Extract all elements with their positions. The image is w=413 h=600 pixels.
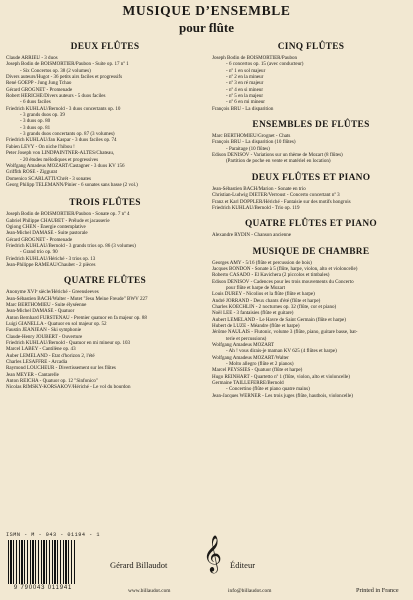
catalog-entry: Wolfgang Amadeus MOZART — [212, 342, 275, 348]
treble-clef-icon: 𝄞 — [203, 534, 222, 572]
catalog-entry: Domenico SCARLATTI/Chrét - 3 sonates — [6, 175, 91, 182]
catalog-entry: Edison DENISOV - Variations sur un thème de Mozart (8 flûtes) — [212, 152, 343, 159]
catalog-entry: Peter Joseph von LINDPAINTNER-ALTÈS/Chateau, — [6, 150, 115, 157]
catalog-entry: Hugo REINHART - Quartetto nº 1 (flûte, violon, alto et violoncelle) — [212, 373, 350, 380]
catalog-entry: - Ah ! vous dirais-je maman KV 625 (4 flûtes et harpe) — [226, 348, 337, 355]
catalog-entry: - nº 5 en la majeur — [226, 93, 264, 100]
catalog-entry: - nº 3 en ré majeur — [226, 80, 264, 87]
publisher-website: www.billaudot.com — [128, 588, 171, 594]
catalog-entry: Alexandre RYDIN - Chanson ancienne — [212, 232, 292, 239]
section-heading: TROIS FLÛTES — [69, 198, 141, 209]
catalog-entry: Jean-Michel DAMASE - Quatuor — [6, 308, 75, 315]
catalog-entry: Friedrich KUHLAU/Hériché - 3 trios op. 13 — [6, 255, 96, 262]
section-heading: QUATRE FLÛTES — [63, 276, 147, 287]
catalog-entry: Hubert de LUZE - Méandre (flûte et harpe) — [212, 322, 300, 329]
catalog-entry: - nº 1 en sol majeur — [226, 67, 266, 74]
catalog-entry: Friedrich KUHLAU/Bernold - 3 grands trios op. 86 (3 volumes) — [6, 242, 136, 249]
catalog-entry: Georg Philipp TELEMANN/Pinier - 6 sonates sans basse (2 vol.) — [6, 181, 138, 188]
catalog-entry: Jean-Sébastien BACH/Marion - Sonate en trio — [212, 185, 306, 192]
catalog-entry: - 3 grands duos op. 39 — [20, 112, 65, 119]
catalog-entry: Marcel PEYSSIES - Quatuor (flûte et harpe) — [212, 367, 303, 374]
catalog-entry: Gérard GROGNET - Promenade — [6, 86, 73, 93]
catalog-entry: Friedrich KUHLAU/Bernold - Trio op. 119 — [212, 204, 300, 211]
catalog-entry: Franz et Karl DOPPLER/Hériché - Fantaisie sur des motifs hongrois — [212, 198, 351, 205]
catalog-entry: Jean-Jacques WERNER - Les trois juges (flûte, hautbois, violoncelle) — [212, 392, 353, 399]
catalog-entry: Fabien LÉVY - On niche l'hibou ! — [6, 143, 75, 150]
right-column — [212, 42, 410, 399]
catalog-entry: Jean MEYER - Cantarelle — [6, 371, 59, 378]
catalog-entry: René GOEPP - Jung Jung Tchao — [6, 80, 72, 87]
catalog-entry: Friedrich KUHLAU/Jan Kaspar - 3 duos faciles op. 74 — [6, 137, 117, 144]
entry-list — [6, 55, 204, 188]
catalog-section — [212, 219, 410, 238]
section-heading: DEUX FLÛTES ET PIANO — [251, 172, 371, 183]
catalog-entry: Christian-Ludwig DIETER/Verroust - Concerto concertant nº 3 — [212, 192, 340, 199]
catalog-entry: Luigi GIANELLA - Quatuor en sol majeur op. 52 — [6, 321, 107, 328]
catalog-entry: - 3 duos op. 80 — [20, 118, 51, 125]
catalog-entry: Marcel LABEY - Cantilène op. 43 — [6, 346, 76, 353]
catalog-entry: Charles KOECHLIN - 2 nocturnes op. 32 (flûte, cor et piano) — [212, 303, 337, 310]
catalog-entry: François BRU - La disparition (10 flûtes) — [212, 139, 296, 146]
catalog-entry: - Paraitage (10 flûtes) — [226, 145, 270, 152]
section-heading: ENSEMBLES DE FLÛTES — [252, 120, 370, 131]
catalog-entry: Georges AMY - 5/16 (flûte et percussion de bois) — [212, 259, 312, 266]
barcode-image — [8, 540, 76, 584]
catalog-entry: - nº 4 en si mineur — [226, 86, 264, 93]
ismn-code: ISMN - M - 043 - 01194 - 1 — [6, 532, 100, 538]
catalog-entry: Claude ARRIEU - 3 duos — [6, 55, 58, 61]
catalog-section — [6, 42, 204, 188]
catalog-entry: - Six Concertos op. 38 (2 volumes) — [20, 67, 91, 74]
catalog-entry: - 6 duos faciles — [20, 99, 51, 106]
catalog-entry: Jean-Sébastien BACH/Walter - Motet "Jesu Meine Freude" BWV 227 — [6, 295, 148, 302]
catalog-entry: Wolfgang Amadeus MOZART/Walter — [212, 354, 289, 361]
entry-list — [212, 55, 410, 112]
catalog-entry: pour flûte et harpe de Mozart — [226, 284, 285, 291]
section-heading: QUATRE FLÛTES ET PIANO — [244, 219, 378, 230]
entry-list — [212, 232, 410, 238]
page-subtitle: pour flûte — [178, 20, 234, 35]
catalog-entry: Nicolas RIMSKY-KORSAKOV/Hériché - Le vol du bourdon — [6, 384, 131, 391]
publisher-name: Gérard Billaudot — [110, 560, 168, 570]
catalog-entry: - 3 duos op. 81 — [20, 124, 51, 131]
catalog-entry: Ogiong CHEN - Énergie contemplative — [6, 223, 86, 230]
catalog-section — [212, 120, 410, 165]
catalog-section — [212, 247, 410, 400]
catalog-entry: Marc BERTHOMIEU - Suite élyséenne — [6, 302, 87, 308]
catalog-entry: Marc BERTHOMIEU/Grognet - Chats — [212, 133, 291, 140]
catalog-entry: Louis DUREY - Nicolios et la flûte (flûte et harpe) — [212, 291, 315, 298]
catalog-entry: (Partition de poche en vente et matériel en location) — [226, 158, 331, 165]
publisher-label: Éditeur — [230, 560, 256, 570]
catalog-entry: Germaine TAILLEFERRE/Bernold — [212, 380, 284, 387]
printed-in-label: Printed in France — [356, 587, 399, 594]
catalog-entry: Jean-Michel DAMASE - Suite pastorale — [6, 230, 88, 237]
section-heading: MUSIQUE DE CHAMBRE — [252, 246, 370, 257]
publisher-email: info@billaudot.com — [228, 588, 272, 594]
catalog-entry: - nº 2 en la mineur — [226, 74, 264, 81]
catalog-entry: - nº 6 en mi mineur — [226, 99, 265, 106]
catalog-entry: Faustin JEANJEAN - Ski symphonie — [6, 327, 82, 334]
catalog-entry: - Grand trio op. 90 — [20, 249, 58, 256]
section-heading: CINQ FLÛTES — [277, 42, 345, 52]
catalog-entry: terie et percussions) — [226, 335, 267, 342]
catalog-entry: François BRU - La disparition — [212, 105, 274, 112]
barcode-number: 9 790043 011941 — [13, 585, 73, 591]
section-heading: DEUX FLÛTES — [70, 42, 140, 52]
entry-list — [212, 260, 410, 400]
catalog-section — [6, 276, 204, 391]
catalog-entry: Joseph Bodin de BOISMORTIER/Paubon - Sonate op. 7 nº 4 — [6, 211, 130, 218]
catalog-entry: Gabriel Philippe CHAUBET - Prélude et jacasserie — [6, 217, 110, 224]
entry-list — [212, 133, 410, 165]
catalog-entry: Aubert LEMELAND - Le Havre de Saint Germain (flûte et harpe) — [212, 316, 346, 323]
entry-list — [6, 211, 204, 268]
catalog-section — [6, 198, 204, 268]
catalog-entry: Edison DENISOV - Cadences pour les trois mouvements du Concerto — [212, 278, 354, 285]
catalog-entry: - 3 grands duos concertants op. 87 (3 volumes) — [20, 131, 115, 138]
catalog-entry: Joseph Bodin de BOISMORTIER/Paubon - Suite op. 17 nº 1 — [6, 61, 129, 68]
left-column — [6, 42, 204, 391]
catalog-entry: - 20 études mélodiques et progressives — [20, 156, 99, 163]
entry-list — [212, 186, 410, 211]
page-title: MUSIQUE D’ENSEMBLE — [122, 3, 291, 18]
catalog-entry: Wolfgang Amadeus MOZART/Castagner - 3 duos KV 156 — [6, 162, 125, 169]
catalog-entry: Anton REICHA - Quatuor op. 12 "Sinfonico" — [6, 378, 99, 385]
catalog-entry: André JORRAND - Deux chants d'été (flûte et harpe) — [212, 297, 321, 304]
catalog-entry: Charles LESAFFRE - Arcadia — [6, 359, 68, 366]
catalog-entry: Raymond LOUCHEUR - Divertissement sur les flûtes — [6, 365, 116, 372]
catalog-entry: Jacques BONDON - Sonate à 5 (flûte, harpe, violon, alto et violoncelle) — [212, 265, 358, 272]
catalog-entry: Claude-Henry JOUBERT - Ouverture — [6, 333, 83, 340]
catalog-entry: Auber LEMELAND - État d'horizon 2, l'été — [6, 352, 95, 359]
catalog-entry: Divers auteurs/Hugot - 36 petits airs faciles et progressifs — [6, 74, 123, 81]
entry-list — [6, 289, 204, 391]
catalog-entry: - Molto allegro (flûte et 2 pianos) — [226, 361, 294, 368]
catalog-entry: Joseph Bodin de BOISMORTIER/Paubon — [212, 55, 298, 61]
catalog-section — [212, 173, 410, 211]
catalog-entry: Anton Bernhard FÜRSTENAU - Premier quatuor en fa majeur op. 88 — [6, 314, 147, 321]
catalog-entry: Noël LEE - 3 fantaisies (flûte et guitare) — [212, 310, 294, 317]
catalog-entry: Jean-Philippe RAMEAU/Chaubet - 2 pièces — [6, 261, 96, 268]
catalog-entry: Anonyme XVIᵉ siècle/Hériché - Greensleeves — [6, 289, 99, 296]
catalog-entry: Jérôme NAULAIS - Flutonic, volume 3 (flûte, piano, guitare basse, bat- — [212, 329, 358, 336]
catalog-section — [212, 42, 410, 112]
catalog-entry: - Concertino (flûte et piano quatre mains) — [226, 386, 310, 393]
catalog-entry: Friedrich KUHLAU/Bernold - Quatuor en mi mineur op. 103 — [6, 340, 131, 347]
catalog-entry: Roberto CASADO - El Kavichera (2 piccolos et timbales) — [212, 272, 330, 279]
catalog-entry: Griffith ROSE - Ziggurat — [6, 169, 58, 176]
catalog-entry: Gérard GROGNET - Promenade — [6, 236, 73, 243]
catalog-entry: - 6 concertos op. 15 (avec conducteur) — [226, 61, 304, 68]
catalog-entry: Robert HÉRICHÉ/Divers auteurs - 5 duos faciles — [6, 93, 106, 100]
catalog-entry: Friedrich KUHLAU/Bernold - 3 duos concertants op. 10 — [6, 105, 121, 112]
